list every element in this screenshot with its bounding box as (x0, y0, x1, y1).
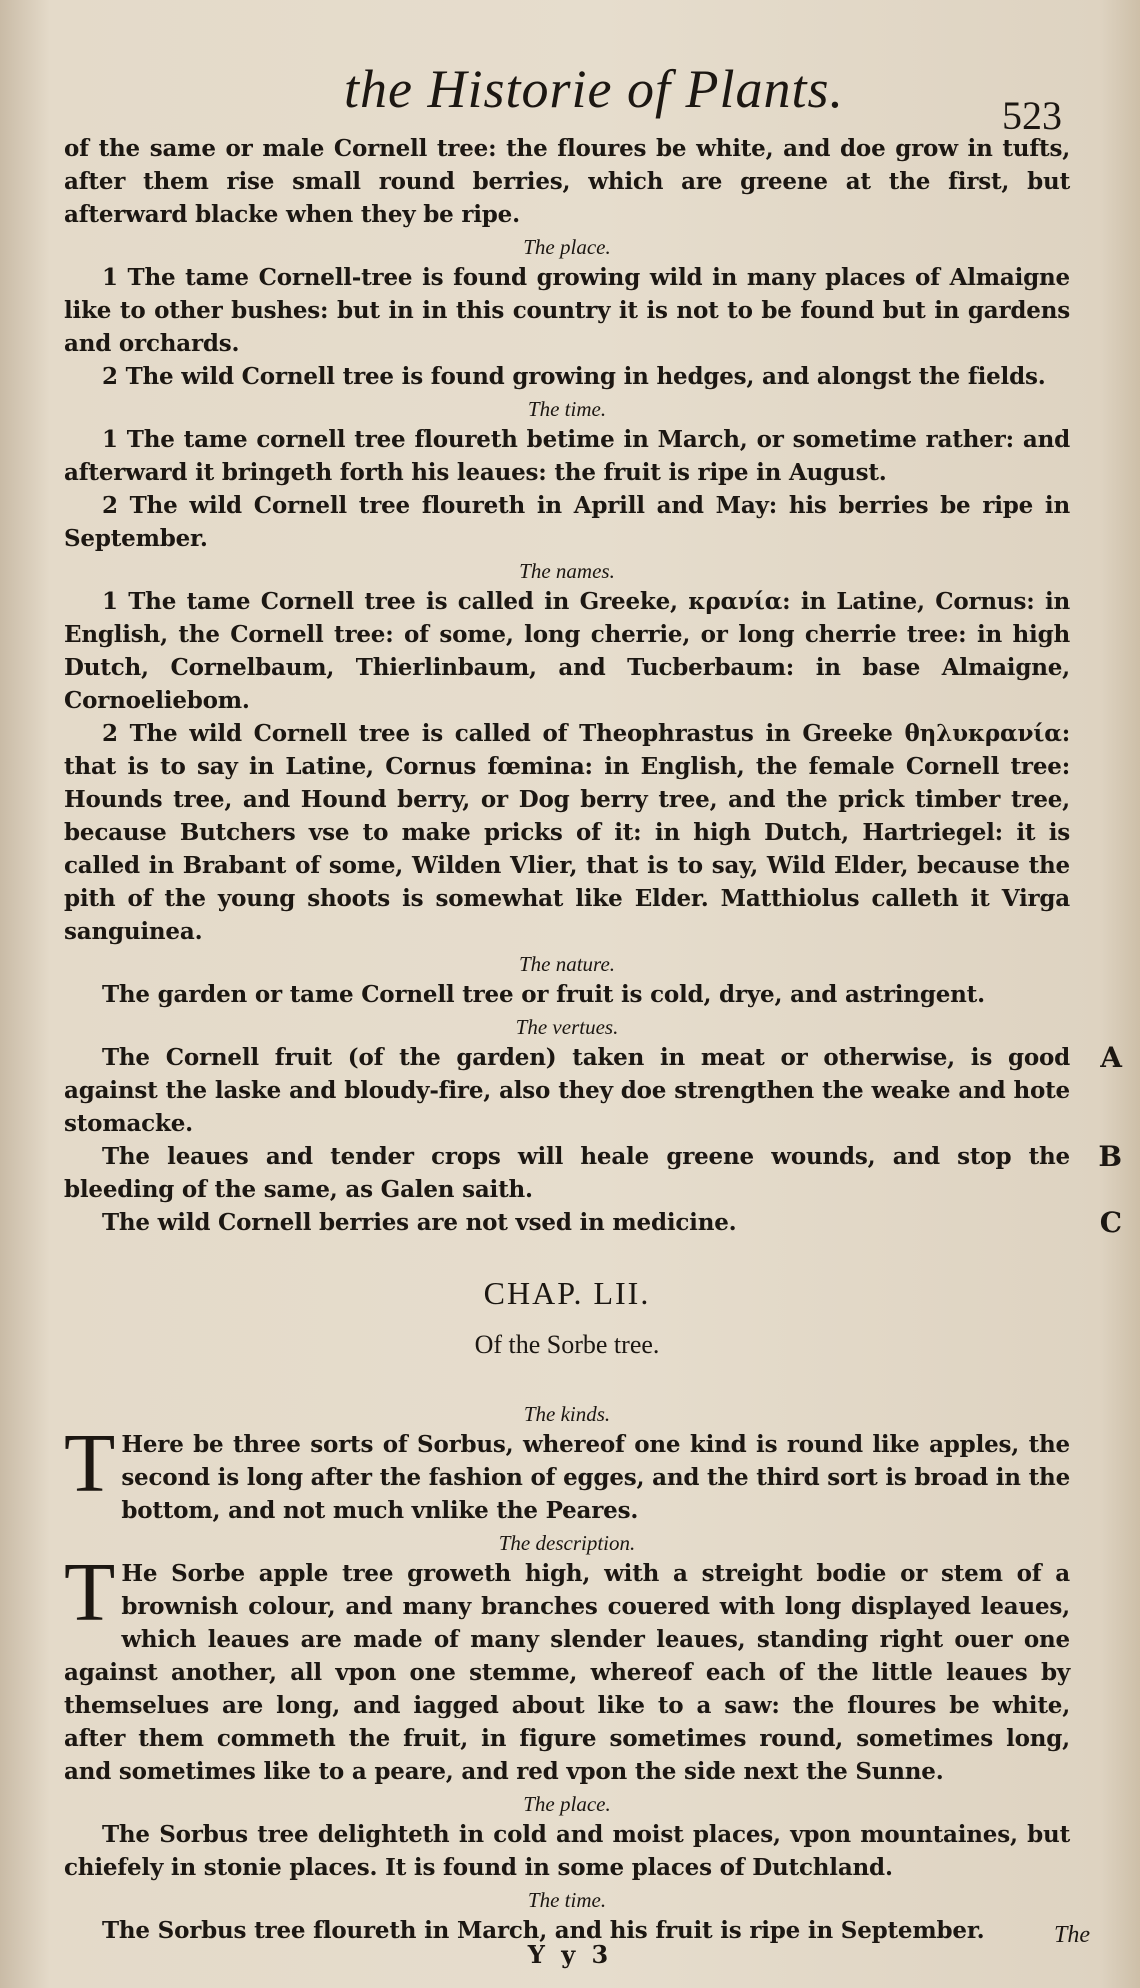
description-section (64, 1546, 1070, 1788)
vertue-c-text: The wild Cornell berries are not vsed in medicine. (102, 1209, 737, 1236)
margin-letter-a: A (1100, 1041, 1122, 1074)
names-paragraph-2: 2 The wild Cornell tree is called of Theophrastus in Greeke θηλυκρανία: that is to say in Latine, Cornus fœmina: in English, the female Cornell tree: Hounds tree, and Hound berry, or Dog berry tree, and the prick timber tree, because Butchers vse to make pricks of it: in high Dutch, Hartriegel: it is called in Brabant of some, Wilden Vlier, that is to say, Wild Elder, because the pith of the young shoots is somewhat like Elder. Matthiolus calleth it Virga sanguinea. (64, 720, 1070, 945)
vertue-c (64, 1206, 1122, 1239)
heading-time-2: The time. (527, 1888, 607, 1912)
heading-time: The time. (527, 397, 607, 421)
chapter-title: Of the Sorbe tree. (474, 1330, 660, 1359)
heading-names: The names. (519, 559, 615, 583)
time-2-paragraph: The Sorbus tree floureth in March, and his fruit is ripe in September. (102, 1917, 985, 1944)
time-paragraph-1: 1 The tame cornell tree floureth betime in March, or sometime rather: and afterward it bringeth forth his leaues: the fruit is ripe in August. (64, 426, 1070, 486)
place-2-paragraph: The Sorbus tree delighteth in cold and moist places, vpon mountaines, but chiefely in stonie places. It is found in some places of Dutchland. (64, 1821, 1070, 1881)
kinds-paragraph: Here be three sorts of Sorbus, whereof one kind is round like apples, the second is long after the fashion of egges, and the third sort is broad in the bottom, and not much vnlike the Peares. (121, 1431, 1071, 1524)
place-paragraph-2: 2 The wild Cornell tree is found growing in hedges, and alongst the fields. (102, 363, 1046, 390)
kinds-section (64, 1417, 1071, 1527)
signature-mark: Y y 3 (527, 1940, 613, 1969)
margin-letter-b: B (1098, 1140, 1122, 1173)
drop-cap-description: T (64, 1546, 116, 1639)
page-header (64, 0, 1070, 138)
nature-paragraph: The garden or tame Cornell tree or fruit is cold, drye, and astringent. (102, 981, 985, 1008)
drop-cap-kinds: T (64, 1417, 116, 1510)
heading-place-2: The place. (523, 1792, 611, 1816)
description-paragraph: He Sorbe apple tree groweth high, with a streight bodie or stem of a brownish colour, and many branches couered with long displayed leaues, which leaues are made of many slender leaues, standing right ouer one against another, all vpon one stemme, whereof each of the little leaues by themselues are long, and iagged about like to a saw: the floures be white, after them commeth the fruit, in figure sometimes round, sometimes long, and sometimes like to a peare, and red vpon the side next the Sunne. (64, 1560, 1070, 1785)
vertue-b-text: The leaues and tender crops will heale greene wounds, and stop the bleeding of the same, as Galen saith. (64, 1143, 1070, 1203)
place-paragraph-1: 1 The tame Cornell-tree is found growing wild in many places of Almaigne like to other bushes: but in in this country it is not to be found but in gardens and orchards. (64, 264, 1070, 357)
vertue-b (64, 1140, 1122, 1206)
catchword: The (1054, 1922, 1090, 1948)
page-number: 523 (1002, 93, 1062, 138)
heading-place: The place. (523, 235, 611, 259)
heading-kinds: The kinds. (523, 1402, 611, 1426)
time-paragraph-2: 2 The wild Cornell tree floureth in Aprill and May: his berries be ripe in September. (64, 492, 1070, 552)
vertue-a-text: The Cornell fruit (of the garden) taken in meat or otherwise, is good against the laske and bloudy-fire, also they doe strengthen the weake and hote stomacke. (64, 1044, 1070, 1137)
heading-vertues: The vertues. (515, 1015, 619, 1039)
intro-paragraph: of the same or male Cornell tree: the floures be white, and doe grow in tufts, after them rise small round berries, which are greene at the first, but afterward blacke when they be ripe. (64, 135, 1070, 228)
running-title: the Historie of Plants. (344, 59, 844, 119)
chapter-number: CHAP. LII. (483, 1275, 651, 1311)
heading-description: The description. (498, 1531, 636, 1555)
margin-letter-c: C (1099, 1206, 1122, 1239)
heading-nature: The nature. (518, 952, 616, 976)
names-paragraph-1: 1 The tame Cornell tree is called in Greeke, κρανία: in Latine, Cornus: in English, the Cornell tree: of some, long cherrie, or long cherrie tree: in high Dutch, Cornelbaum, Thierlinbaum, and Tucberbaum: in base Almaigne, Cornoeliebom. (64, 588, 1070, 714)
vertue-a (64, 1041, 1122, 1140)
